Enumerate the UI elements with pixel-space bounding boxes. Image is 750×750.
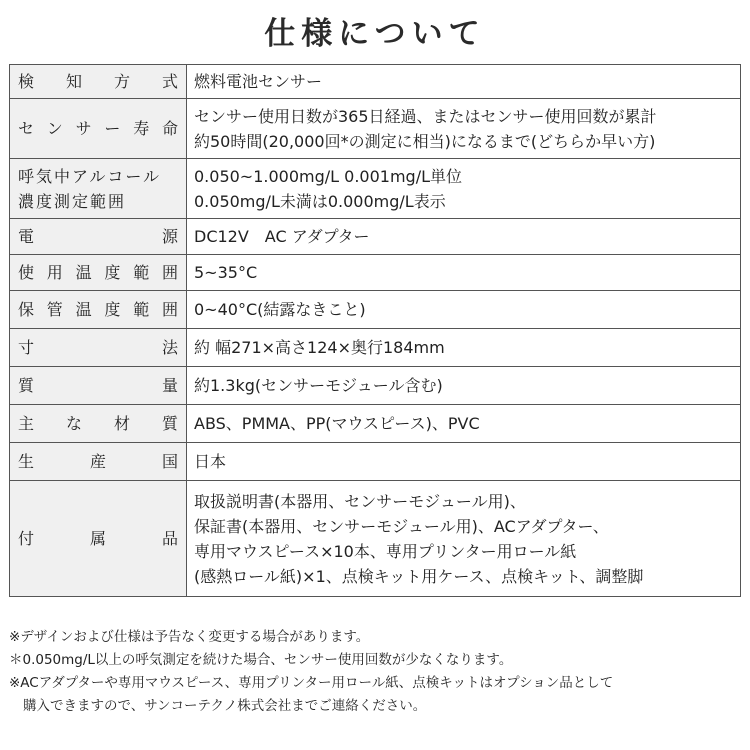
spec-value: [187, 255, 741, 291]
spec-value-line: 0~40°C(結露なきこと): [194, 300, 366, 319]
spec-row: [10, 99, 741, 159]
spec-label-text: 寸 法: [18, 338, 180, 357]
spec-value-line: 約1.3kg(センサーモジュール含む): [194, 376, 443, 395]
spec-value: [187, 367, 741, 405]
spec-value-line: センサー使用日数が365日経過、またはセンサー使用回数が累計: [194, 106, 657, 126]
spec-row: [10, 367, 741, 405]
spec-value-line: 5~35°C: [194, 263, 258, 282]
spec-label-line: 濃度測定範囲: [18, 191, 127, 211]
spec-label: [10, 329, 187, 367]
spec-value-line: 約 幅271×高さ124×奥行184mm: [194, 338, 445, 357]
spec-label: [10, 481, 187, 597]
spec-value: [187, 329, 741, 367]
note-line: ＊0.050mg/L以上の呼気測定を続けた場合、センサー使用回数が少なくなります。: [9, 652, 513, 668]
spec-label-text: 付 属 品: [18, 529, 180, 548]
spec-label-text: 検 知 方 式: [18, 72, 180, 91]
spec-value-line: 0.050~1.000mg/L 0.001mg/L単位: [194, 166, 463, 186]
spec-label: [10, 255, 187, 291]
spec-label: [10, 291, 187, 329]
spec-row: [10, 443, 741, 481]
spec-label: [10, 65, 187, 99]
spec-label: [10, 219, 187, 255]
spec-label-text: 電 源: [18, 227, 180, 246]
notes: [9, 626, 744, 718]
spec-value: [187, 65, 741, 99]
spec-table: [9, 64, 741, 597]
spec-label-text: 保 管 温 度 範 囲: [18, 300, 180, 319]
spec-value-line: 約50時間(20,000回*の測定に相当)になるまで(どちらか早い方): [194, 131, 656, 151]
note-line: ※ACアダプターや専用マウスピース、専用プリンター用ロール紙、点検キットはオプション品として: [9, 675, 614, 691]
spec-row: [10, 159, 741, 219]
spec-label: [10, 405, 187, 443]
spec-label-line: 呼気中アルコール: [18, 166, 162, 186]
spec-value-line: 0.050mg/L未満は0.000mg/L表示: [194, 191, 446, 211]
spec-label: [10, 443, 187, 481]
spec-value-line: 燃料電池センサー: [194, 72, 323, 91]
spec-label-text: 質 量: [18, 376, 180, 395]
spec-value-line: (感熱ロール紙)×1、点検キット用ケース、点検キット、調整脚: [194, 566, 644, 586]
spec-label-text: セ ン サ ー 寿 命: [18, 119, 180, 138]
spec-row: [10, 219, 741, 255]
spec-value-line: 取扱説明書(本器用、センサーモジュール用)、: [194, 491, 526, 511]
spec-value-line: 日本: [194, 452, 227, 471]
spec-value: [187, 443, 741, 481]
spec-value-line: ABS、PMMA、PP(マウスピース)、PVC: [194, 414, 480, 433]
spec-label: [10, 99, 187, 159]
spec-label-text: 主 な 材 質: [18, 414, 180, 433]
spec-value: [187, 405, 741, 443]
spec-label-text: 使 用 温 度 範 囲: [18, 263, 180, 282]
spec-row: [10, 291, 741, 329]
spec-row: [10, 481, 741, 597]
spec-value-line: 保証書(本器用、センサーモジュール用)、ACアダプター、: [194, 516, 609, 536]
spec-value-line: DC12V AC アダプター: [194, 227, 370, 246]
spec-row: [10, 405, 741, 443]
spec-label: [10, 159, 187, 219]
spec-value: [187, 159, 741, 219]
spec-row: [10, 329, 741, 367]
spec-label: [10, 367, 187, 405]
spec-value: [187, 219, 741, 255]
spec-row: [10, 65, 741, 99]
note-line: ※デザインおよび仕様は予告なく変更する場合があります。: [9, 629, 370, 645]
spec-label-text: 生 産 国: [18, 452, 180, 471]
spec-value: [187, 291, 741, 329]
spec-row: [10, 255, 741, 291]
note-line: 購入できますので、サンコーテクノ株式会社までご連絡ください。: [23, 698, 427, 714]
spec-value-line: 専用マウスピース×10本、専用プリンター用ロール紙: [194, 541, 577, 561]
page-title: 仕様について: [264, 16, 486, 52]
spec-value: [187, 481, 741, 597]
spec-value: [187, 99, 741, 159]
